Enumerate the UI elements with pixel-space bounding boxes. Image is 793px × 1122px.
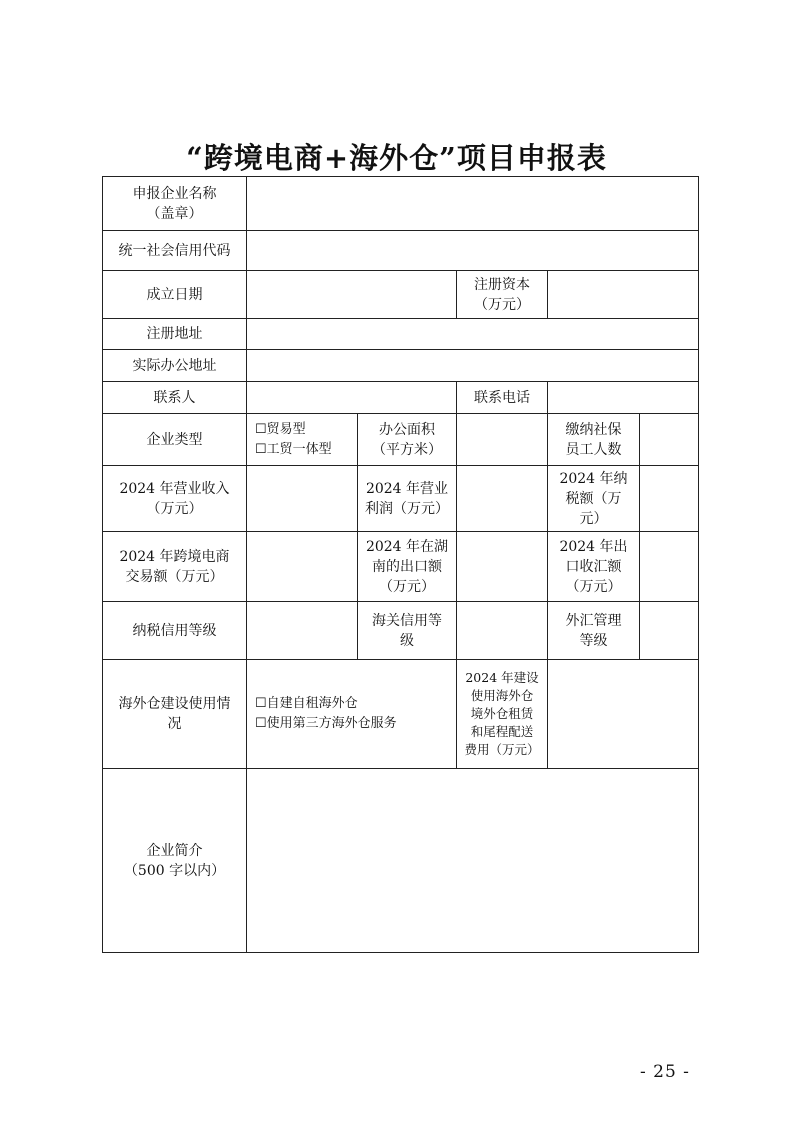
label-fx-management-level: 外汇管理 等级 xyxy=(548,602,640,660)
row-office-address xyxy=(103,350,699,382)
label-established-date: 成立日期 xyxy=(103,271,247,319)
field-warehouse-cost-2024[interactable] xyxy=(548,660,699,769)
field-office-area[interactable] xyxy=(457,414,548,466)
field-established-date[interactable] xyxy=(247,271,457,319)
option-third-party-warehouse[interactable]: ☐使用第三方海外仓服务 xyxy=(255,716,397,731)
field-office-address[interactable] xyxy=(247,350,699,382)
label-registered-capital: 注册资本 （万元） xyxy=(457,271,548,319)
row-company-name xyxy=(103,177,699,231)
label-customs-credit-level: 海关信用等 级 xyxy=(358,602,457,660)
row-enterprise-type xyxy=(103,414,699,466)
field-tax-2024[interactable] xyxy=(640,466,699,532)
field-company-name[interactable] xyxy=(247,177,699,231)
label-office-area: 办公面积 （平方米） xyxy=(358,414,457,466)
field-customs-credit-level[interactable] xyxy=(457,602,548,660)
field-revenue-2024[interactable] xyxy=(247,466,358,532)
row-contact xyxy=(103,382,699,414)
label-registered-address: 注册地址 xyxy=(103,319,247,350)
field-registered-capital[interactable] xyxy=(548,271,699,319)
row-export xyxy=(103,532,699,602)
form-title: “跨境电商+海外仓”项目申报表 xyxy=(186,141,607,175)
field-tax-credit-level[interactable] xyxy=(247,602,358,660)
row-revenue xyxy=(103,466,699,532)
option-trade-type[interactable]: ☐贸易型 xyxy=(255,421,306,437)
row-company-profile xyxy=(103,769,699,953)
label-contact-person: 联系人 xyxy=(103,382,247,414)
field-contact-person[interactable] xyxy=(247,382,457,414)
field-fx-receipts-2024[interactable] xyxy=(640,532,699,602)
overseas-warehouse-options xyxy=(247,660,457,769)
field-hunan-export-2024[interactable] xyxy=(457,532,548,602)
label-contact-phone: 联系电话 xyxy=(457,382,548,414)
label-tax-2024: 2024 年纳 税额（万 元） xyxy=(548,466,640,532)
label-credit-code: 统一社会信用代码 xyxy=(103,231,247,271)
field-credit-code[interactable] xyxy=(247,231,699,271)
label-company-profile: 企业简介 （500 字以内） xyxy=(103,769,247,953)
label-warehouse-cost-2024: 2024 年建设 使用海外仓 境外仓租赁 和尾程配送 费用（万元） xyxy=(457,660,548,769)
option-self-built-warehouse[interactable]: ☐自建自租海外仓 xyxy=(255,696,358,711)
field-cbec-volume-2024[interactable] xyxy=(247,532,358,602)
enterprise-type-options xyxy=(247,414,358,466)
page-number: - 25 - xyxy=(640,1062,690,1082)
label-overseas-warehouse-usage: 海外仓建设使用情 况 xyxy=(103,660,247,769)
label-revenue-2024: 2024 年营业收入 （万元） xyxy=(103,466,247,532)
application-form-table xyxy=(102,176,699,953)
label-tax-credit-level: 纳税信用等级 xyxy=(103,602,247,660)
field-profit-2024[interactable] xyxy=(457,466,548,532)
field-registered-address[interactable] xyxy=(247,319,699,350)
row-credit-levels xyxy=(103,602,699,660)
field-fx-management-level[interactable] xyxy=(640,602,699,660)
label-company-name: 申报企业名称 （盖章） xyxy=(103,177,247,231)
label-enterprise-type: 企业类型 xyxy=(103,414,247,466)
row-credit-code xyxy=(103,231,699,271)
label-profit-2024: 2024 年营业 利润（万元） xyxy=(358,466,457,532)
field-contact-phone[interactable] xyxy=(548,382,699,414)
row-registered-address xyxy=(103,319,699,350)
label-office-address: 实际办公地址 xyxy=(103,350,247,382)
label-fx-receipts-2024: 2024 年出 口收汇额 （万元） xyxy=(548,532,640,602)
label-social-security-staff: 缴纳社保 员工人数 xyxy=(548,414,640,466)
field-company-profile[interactable] xyxy=(247,769,699,953)
field-social-security-staff[interactable] xyxy=(640,414,699,466)
label-hunan-export-2024: 2024 年在湖 南的出口额 （万元） xyxy=(358,532,457,602)
label-cbec-volume-2024: 2024 年跨境电商 交易额（万元） xyxy=(103,532,247,602)
option-industry-trade-type[interactable]: ☐工贸一体型 xyxy=(255,441,332,457)
row-established xyxy=(103,271,699,319)
row-overseas-warehouse xyxy=(103,660,699,769)
